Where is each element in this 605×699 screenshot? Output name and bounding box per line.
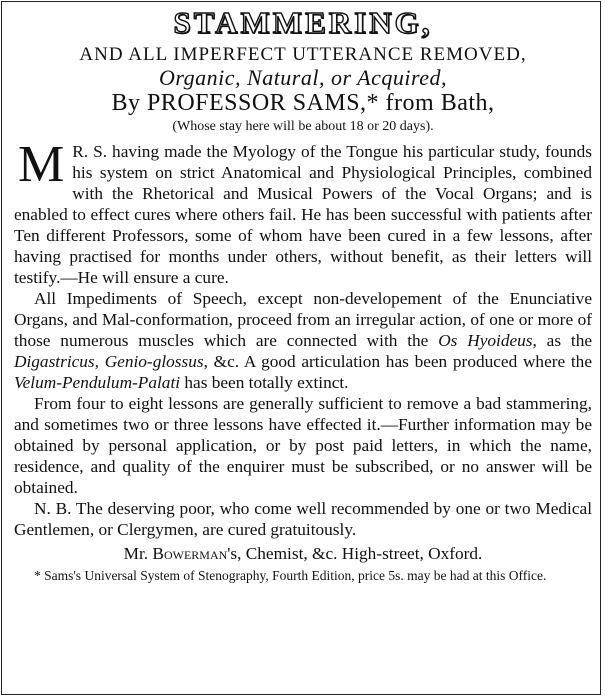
paragraph-nota-bene: N. B. The deserving poor, who come well recommended by one or two Medical Gentlemen, or Clergymen, are cured gratuitously. [14,499,592,539]
para2-term-digastricus: Digastricus [14,352,95,371]
headline: STAMMERING, [173,5,433,40]
agent-prefix: Mr. [123,544,153,563]
paragraph-intro-text: R. S. having made the Myology of the Tongue his particular study, founds his system on strict Anatomical and Physiological Principles, combined with the Rhetorical and Musical Powers of the Vocal Organs; and is enabled to effect cures where others fail. He has been successful with patients after Ten different Professors, some of whom have been cured in a few lessons, after having practised for months under others, without benefit, as their letters will testify.—He will ensure a cure. [14,142,592,287]
paragraph-lessons: From four to eight lessons are generally sufficient to remove a bad stammering, and sometimes two or three lessons have effected it.—Further information may be obtained by personal application, or by post paid letters, in which the name, residence, and quality of the enquirer must be subscribed, or no answer will be obtained. [14,394,592,497]
para2-text-a: All Impediments of Speech, except non-developement of the Enunciative Organs, and Mal-conformation, proceed from an irregular action, of one or more of those numerous muscles which are connected with the [14,289,592,350]
para2-text-b: , as the [532,331,593,350]
paragraph-intro [14,136,592,288]
para2-text-d: , &c. A good articulation has been produced where the [203,352,592,371]
agent-suffix: 's, Chemist, &c. High-street, Oxford. [227,544,483,563]
footnote: * Sams's Universal System of Stenography, Fourth Edition, price 5s. may be had at this Office. [34,568,547,583]
drop-cap: M [18,136,65,193]
para2-text-e: has been totally extinct. [180,373,349,392]
subheadline: AND ALL IMPERFECT UTTERANCE REMOVED, [79,44,527,65]
para2-term-os-hyoideus: Os Hyoideus [438,331,533,350]
agent-address [14,543,592,564]
paragraph-impediments [14,288,592,393]
para2-text-c: , [94,352,105,371]
para2-term-genio-glossus: Genio-glossus [104,352,204,371]
subheadline-italic: Organic, Natural, or Acquired, [159,65,447,90]
para2-term-velum: Velum-Pendulum-Palati [14,373,181,392]
advertisement [14,0,592,583]
agent-name: Bowerman [152,544,228,563]
stay-note: (Whose stay here will be about 18 or 20 days). [172,119,434,134]
byline: By PROFESSOR SAMS,* from Bath, [111,90,495,116]
